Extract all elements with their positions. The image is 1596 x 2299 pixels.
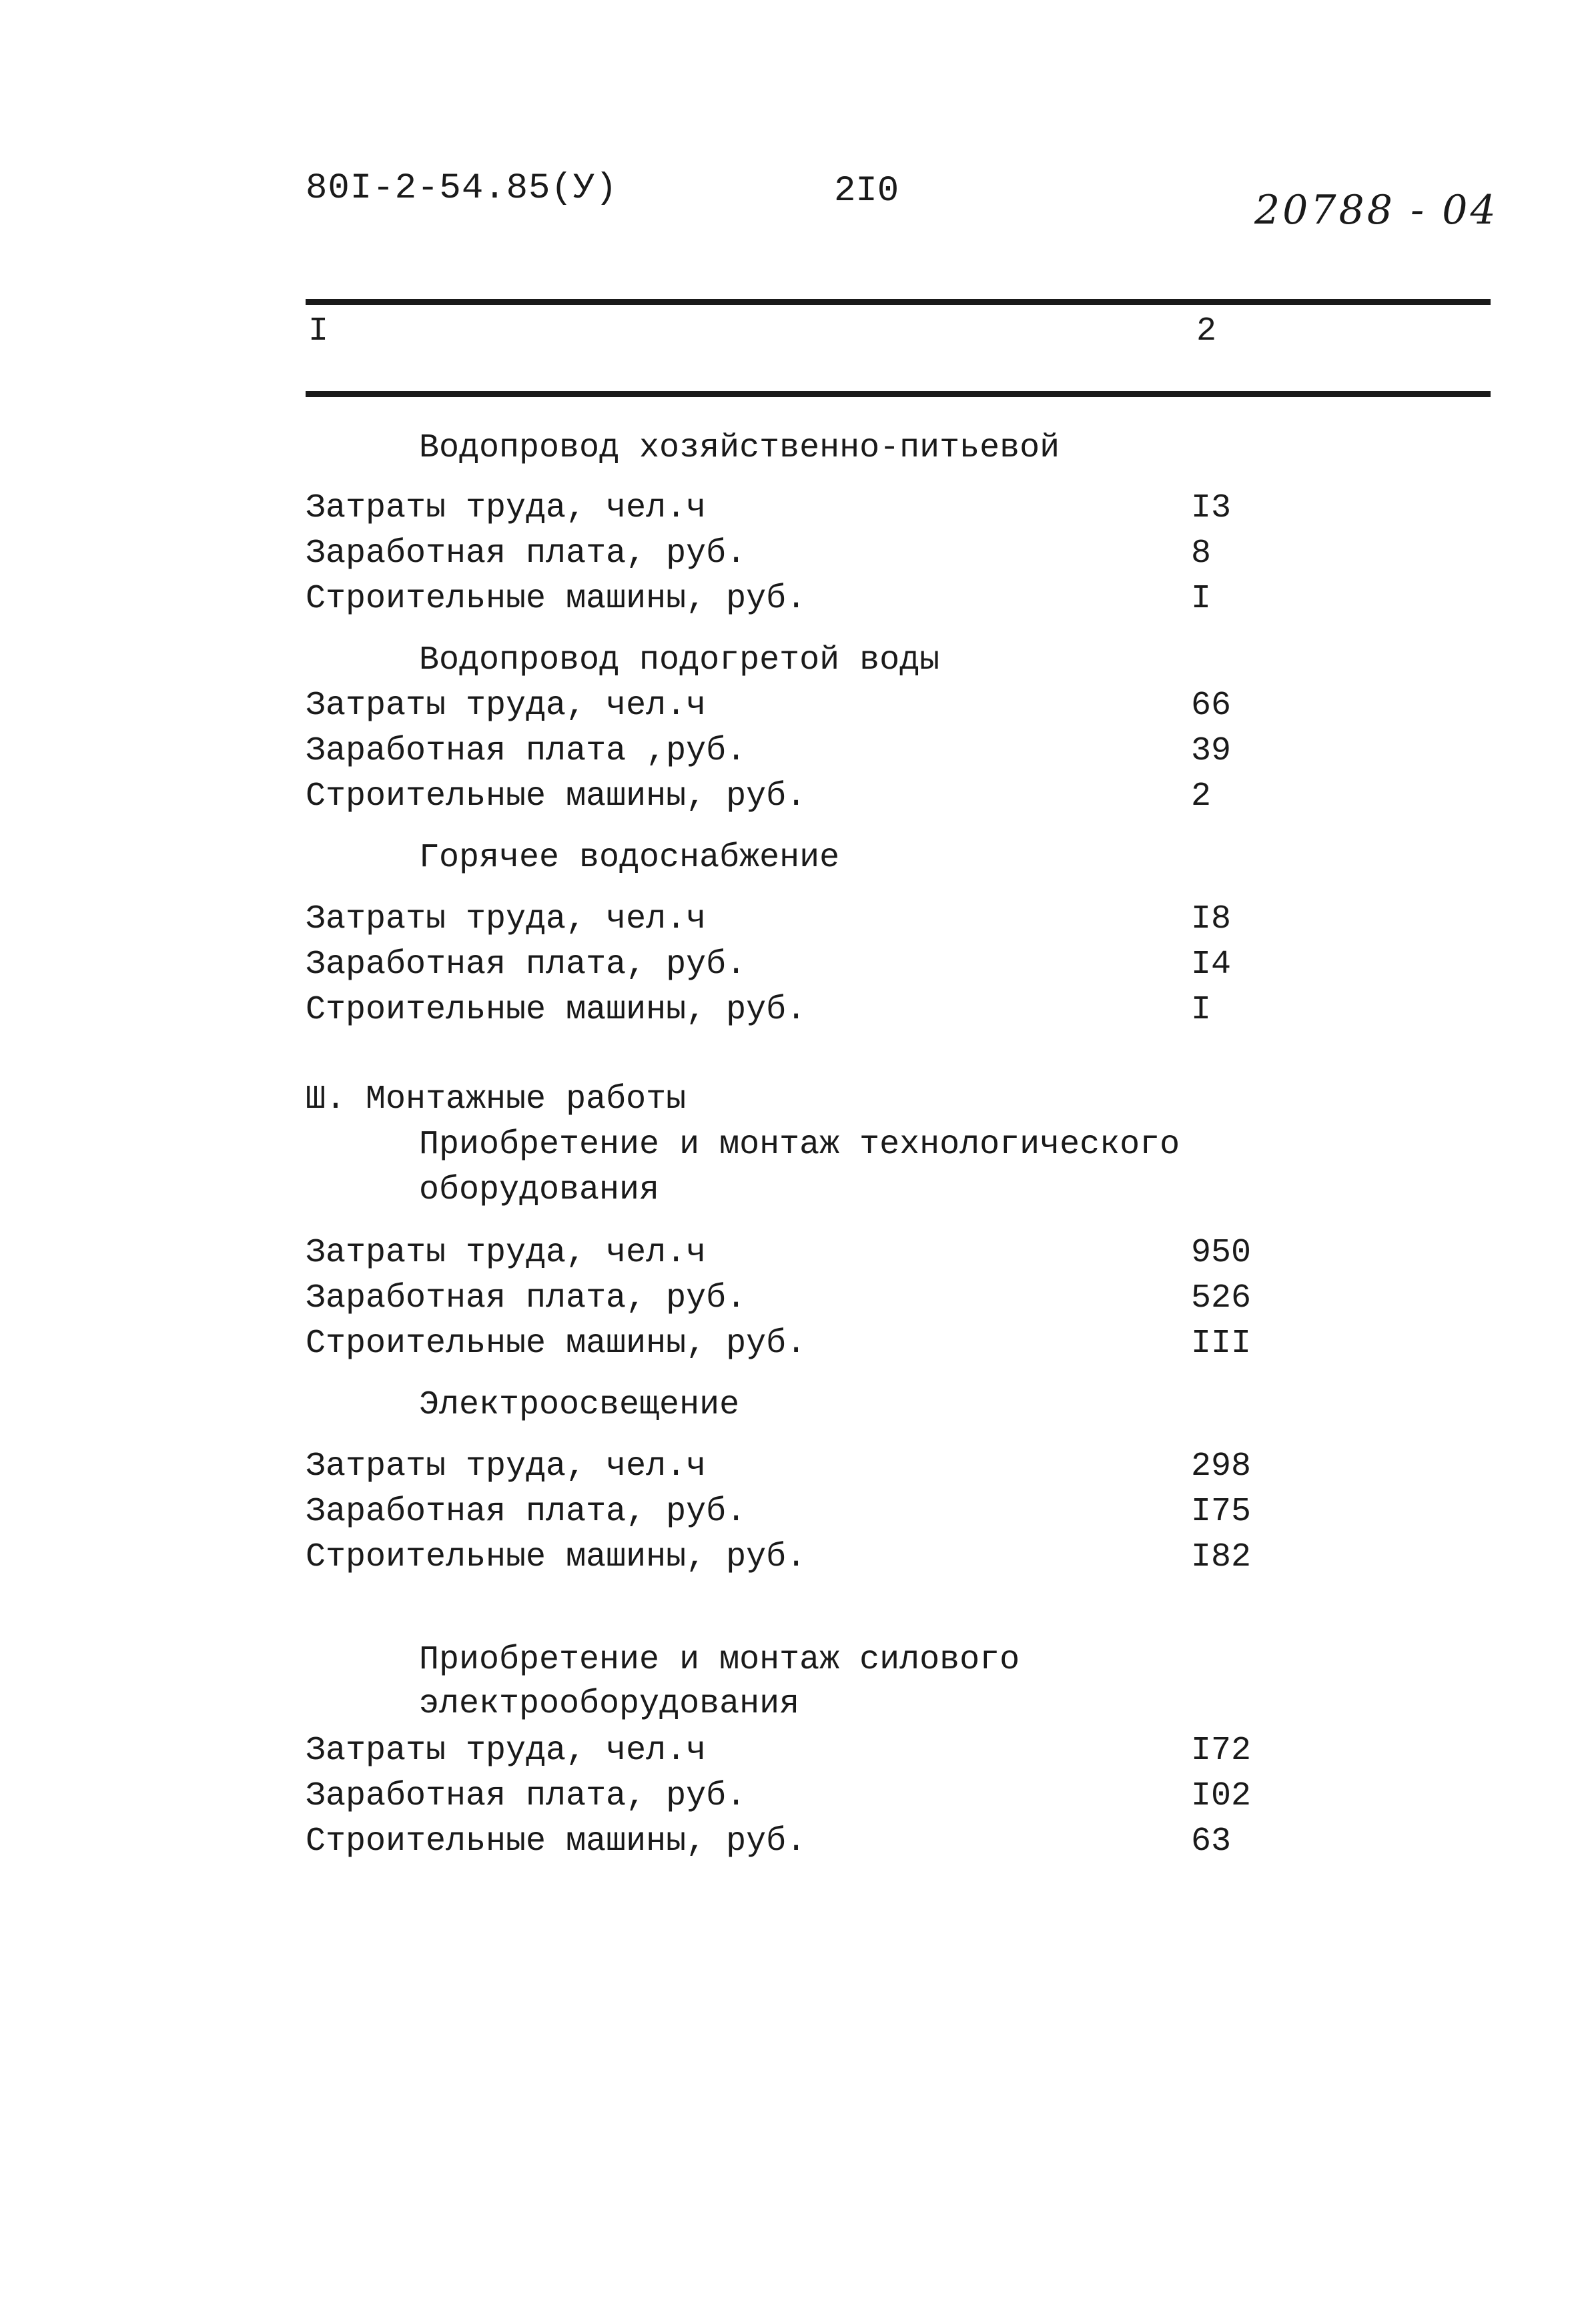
row-label: Заработная плата, руб. <box>306 535 747 573</box>
section-title: Приобретение и монтаж технологического <box>419 1126 1180 1164</box>
row-value: 39 <box>1191 732 1232 770</box>
row-label: Строительные машины, руб. <box>306 1823 807 1861</box>
section-title: оборудования <box>419 1171 660 1209</box>
row-value: I4 <box>1191 946 1232 984</box>
column-header-2: 2 <box>1196 312 1217 350</box>
row-value: I3 <box>1191 489 1232 527</box>
row-label: Затраты труда, чел.ч <box>306 1732 707 1770</box>
row-value: III <box>1191 1325 1252 1363</box>
row-label: Заработная плата, руб. <box>306 1279 747 1317</box>
row-value: I72 <box>1191 1732 1252 1770</box>
row-value: I02 <box>1191 1777 1252 1815</box>
row-value: 298 <box>1191 1447 1252 1486</box>
row-value: I <box>1191 991 1212 1029</box>
row-value: 8 <box>1191 535 1212 573</box>
row-value: I82 <box>1191 1538 1252 1576</box>
page-number: 2I0 <box>834 171 899 212</box>
section-title: Электроосвещение <box>419 1386 740 1424</box>
column-header-1: I <box>308 312 329 350</box>
row-value: 526 <box>1191 1279 1252 1317</box>
row-label: Заработная плата, руб. <box>306 1493 747 1531</box>
row-label: Строительные машины, руб. <box>306 580 807 618</box>
row-value: I <box>1191 580 1212 618</box>
row-label: Строительные машины, руб. <box>306 991 807 1029</box>
section-title: электрооборудования <box>419 1685 800 1723</box>
row-value: 63 <box>1191 1823 1232 1861</box>
row-label: Заработная плата, руб. <box>306 1777 747 1815</box>
row-label: Строительные машины, руб. <box>306 1538 807 1576</box>
row-label: Затраты труда, чел.ч <box>306 687 707 725</box>
row-label: Строительные машины, руб. <box>306 777 807 815</box>
row-label: Заработная плата ,руб. <box>306 732 747 770</box>
row-label: Затраты труда, чел.ч <box>306 1447 707 1486</box>
row-label: Затраты труда, чел.ч <box>306 1234 707 1272</box>
row-value: I75 <box>1191 1493 1252 1531</box>
section-title: Водопровод подогретой воды <box>419 641 940 679</box>
document-code: 80I-2-54.85(У) <box>306 168 618 209</box>
part-title: Ш. Монтажные работы <box>306 1080 687 1118</box>
row-value: 66 <box>1191 687 1232 725</box>
row-label: Затраты труда, чел.ч <box>306 900 707 938</box>
section-title: Водопровод хозяйственно-питьевой <box>419 429 1060 467</box>
handwritten-number: 20788 - 04 <box>1254 187 1499 234</box>
row-label: Затраты труда, чел.ч <box>306 489 707 527</box>
row-label: Заработная плата, руб. <box>306 946 747 984</box>
section-title: Горячее водоснабжение <box>419 839 840 877</box>
row-value: 950 <box>1191 1234 1252 1272</box>
section-title: Приобретение и монтаж силового <box>419 1641 1020 1679</box>
row-value: 2 <box>1191 777 1212 815</box>
row-label: Строительные машины, руб. <box>306 1325 807 1363</box>
row-value: I8 <box>1191 900 1232 938</box>
